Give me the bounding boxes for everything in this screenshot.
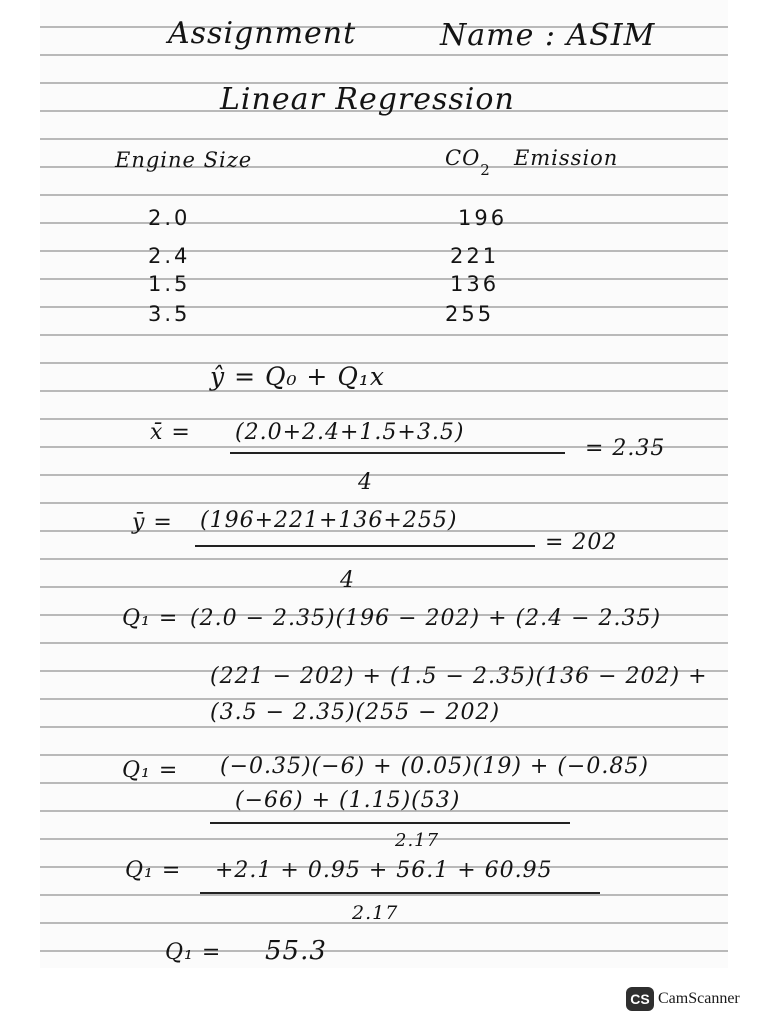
ybar-denominator: 4 <box>340 568 355 593</box>
engine-size-header: Engine Size <box>115 148 253 172</box>
q1b-lhs: Q₁ = <box>122 758 179 783</box>
q1c-lhs: Q₁ = <box>125 858 182 883</box>
q1b-line2: (−66) + (1.15)(53) <box>235 788 461 813</box>
xbar-lhs: x̄ = <box>150 420 191 445</box>
q1c-denominator: 2.17 <box>352 902 399 924</box>
engine-size-value: 2.0 <box>148 206 191 230</box>
q1-lhs: Q₁ = <box>122 606 179 631</box>
final-lhs: Q₁ = <box>165 940 222 965</box>
xbar-fraction-bar <box>230 452 565 454</box>
q1b-denominator: 2.17 <box>395 830 440 851</box>
engine-size-value: 3.5 <box>148 302 191 326</box>
q1c-line: +2.1 + 0.95 + 56.1 + 60.95 <box>215 858 553 883</box>
topic-title: Linear Regression <box>220 82 515 117</box>
xbar-result: = 2.35 <box>585 436 666 461</box>
q1b-fraction-bar <box>210 822 570 824</box>
camscanner-name: CamScanner <box>658 990 740 1007</box>
co2-value: 196 <box>458 206 508 230</box>
emission-label: Emission <box>513 146 619 170</box>
q1c-fraction-bar <box>200 892 600 894</box>
ybar-lhs: ȳ = <box>132 510 173 535</box>
engine-size-value: 1.5 <box>148 272 191 296</box>
engine-size-value: 2.4 <box>148 244 191 268</box>
assignment-title: Assignment <box>168 16 357 51</box>
co2-value: 255 <box>445 302 495 326</box>
ybar-result: = 202 <box>545 530 618 555</box>
xbar-denominator: 4 <box>358 470 373 495</box>
co2-subscript: 2 <box>480 161 491 179</box>
notebook-page <box>40 0 728 968</box>
ybar-numerator: (196+221+136+255) <box>200 508 458 533</box>
q1-expansion-line2: (221 − 202) + (1.5 − 2.35)(136 − 202) + <box>210 664 708 689</box>
co2-value: 221 <box>450 244 500 268</box>
regression-model: ŷ = Q₀ + Q₁x <box>210 362 385 391</box>
camscanner-logo: CS <box>626 987 654 1011</box>
xbar-numerator: (2.0+2.4+1.5+3.5) <box>235 420 465 445</box>
q1-expansion-line1: (2.0 − 2.35)(196 − 202) + (2.4 − 2.35) <box>190 606 662 631</box>
co2-value: 136 <box>450 272 500 296</box>
q1-expansion-line3: (3.5 − 2.35)(255 − 202) <box>210 700 501 725</box>
ybar-fraction-bar <box>195 545 535 547</box>
final-value: 55.3 <box>265 936 327 966</box>
co2-label: CO <box>445 146 481 170</box>
co2-emission-header <box>445 146 619 179</box>
student-name: Name : ASIM <box>440 18 656 53</box>
q1b-line1: (−0.35)(−6) + (0.05)(19) + (−0.85) <box>220 754 649 779</box>
